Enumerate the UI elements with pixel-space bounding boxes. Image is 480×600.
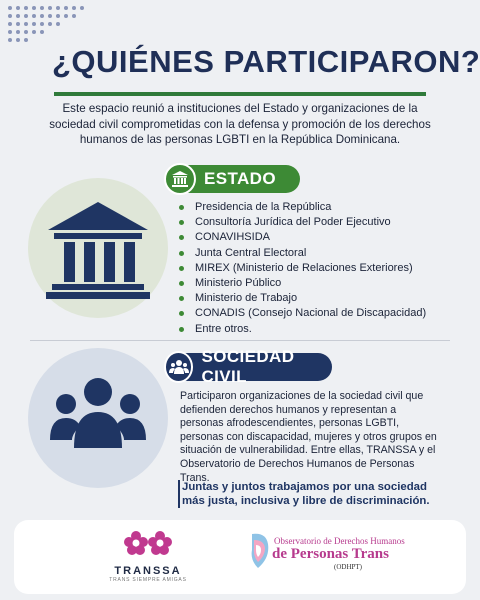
title-underline (54, 92, 426, 96)
odhpt-line3: (ODHPT) (334, 563, 362, 571)
estado-list (178, 200, 426, 337)
sociedad-civil-illustration (28, 348, 168, 488)
decorative-dots (6, 4, 106, 44)
transsa-tagline: TRANS SIEMPRE AMIGAS (109, 577, 187, 583)
odhpt-line1: Observatorio de Derechos Humanos (274, 536, 405, 546)
sociedad-civil-header (166, 347, 332, 386)
estado-label: ESTADO (204, 169, 276, 188)
institution-icon (28, 178, 168, 318)
trans-flag-icon (246, 532, 272, 570)
sociedad-civil-text: Participaron organizaciones de la sociedad civil que defienden derechos humanos y representan a personas afrodescendientes, personas LGBTI, personas con discapacidad, mujeres y otros grupos en situación de vulnerabilidad. Entre ellas, TRANSSA y el Observatorio de Derechos Humanos de Personas Trans. (180, 390, 437, 484)
intro-text: Este espacio reunió a instituciones del Estado y organizaciones de la sociedad civil comprometidas con la defensa y promoción de los derechos humanos de las personas LGBTI en la República Dominicana. (49, 102, 431, 146)
odhpt-line2: de Personas Trans (272, 546, 389, 562)
flower-logo-icon (118, 528, 178, 558)
list-item: Ministerio Público (178, 276, 426, 291)
institution-icon (164, 163, 196, 195)
transsa-logo (98, 528, 198, 583)
estado-header (166, 165, 300, 193)
group-icon (28, 348, 168, 488)
transsa-name: TRANSSA (114, 565, 182, 577)
odhpt-logo (246, 536, 436, 571)
list-item: CONAVIHSIDA (178, 230, 426, 245)
section-divider (30, 340, 450, 341)
list-item: Entre otros. (178, 322, 426, 337)
list-item: Junta Central Electoral (178, 246, 426, 261)
list-item: Ministerio de Trabajo (178, 291, 426, 306)
list-item: MIREX (Ministerio de Relaciones Exteriores) (178, 261, 426, 276)
footer-logos (14, 520, 466, 594)
list-item: CONADIS (Consejo Nacional de Discapacidad) (178, 306, 426, 321)
sociedad-civil-label: SOCIEDAD CIVIL (201, 347, 295, 386)
list-item: Consultoría Jurídica del Poder Ejecutivo (178, 215, 426, 230)
closing-quote: Juntas y juntos trabajamos por una sociedad más justa, inclusiva y libre de discriminación. (178, 480, 448, 508)
page-title: ¿QUIÉNES PARTICIPARON? (52, 44, 480, 79)
estado-illustration (28, 178, 168, 318)
group-icon (164, 351, 193, 383)
list-item: Presidencia de la República (178, 200, 426, 215)
